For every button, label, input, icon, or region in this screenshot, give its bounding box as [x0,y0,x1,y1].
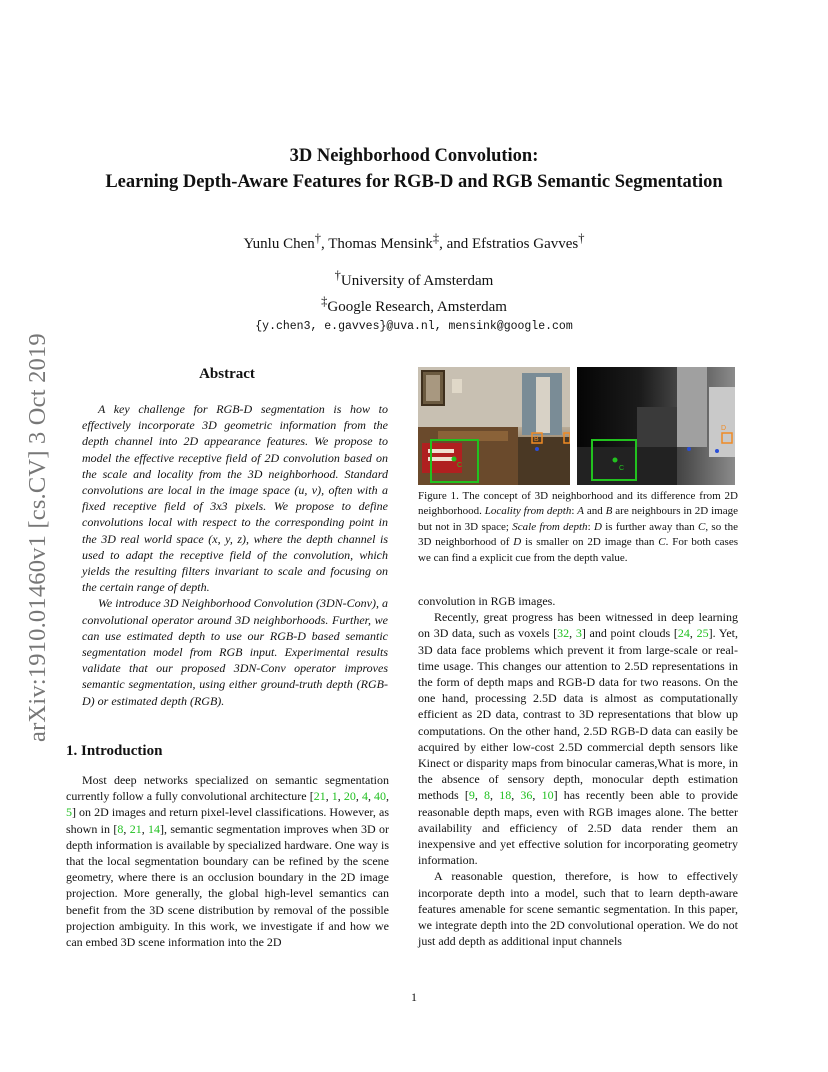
citation-link[interactable]: 21 [313,789,326,804]
label-c: C [619,465,625,472]
point-a-marker [715,449,719,453]
citation-link[interactable]: 10 [541,788,554,803]
point-c-marker [452,457,457,462]
introduction-body [66,772,389,950]
abstract-paragraph: A key challenge for RGB-D segmentation is how to effectively incorporate 3D geometric information from the depth channel into 2D appearance features. We propose to model the effective receptive field of 2D convolution based on the scale and locality from the 3D neighborhood. Standard convolutions are local in the image space (u, v), often with a fixed receptive field of 3x3 pixels. We propose to define convolutions local with respect to the corresponding point in the 3D real world space (x, y, z), where the depth channel is used to adapt the receptive field of the convolution, which yields the resulting filters invariant to scale and focusing on the certain range of depth. [82,402,388,595]
section-heading-introduction: 1. Introduction [66,743,163,759]
arxiv-stamp: arXiv:1910.01460v1 [cs.CV] 3 Oct 2019 [24,333,51,742]
point-b-marker [535,447,539,451]
affiliation-mark: † [578,231,585,245]
body-paragraph: Recently, great progress has been witnessed in deep learning on 3D data, such as voxels [32, 3] and point clouds [24, 25]. Yet, 3D data face problems which prevent it from large-scale or real-time usage. This changes our attention to 2.5D representations in the form of depth maps and RGB-D data for two reasons. On the one hand, processing 2.5D data is almost as computationally efficient as 2D data, contrast to 3D representations that blow up computations. On the other hand, 2.5D RGB-D data can easily be acquired by either low-cost 2.5D commercial depth sensors like Kinect or disparity maps from binocular cameras,What is more, in the absence of sensory depth, monocular depth estimation methods [9, 8, 18, 36, 10] has recently been able to provide reasonable depth maps, even with RGB images alone. The better availability and efficiency of 2.5D data render them an inexpensive and yet effective solution for incorporating geometry information. [418,610,738,868]
rgb-scene-illustration [418,367,570,485]
author-emails: {y.chen3, e.gavves}@uva.nl, mensink@google.com [255,320,573,333]
citation-link[interactable]: 3 [575,626,582,641]
citation-link[interactable]: 8 [484,788,491,803]
body-paragraph: Most deep networks specialized on semantic segmentation currently follow a fully convolutional architecture [21, 1, 20, 4, 40, 5] on 2D images and return pixel-level classifications. However, as shown in [8, 21, 14], semantic segmentation improves when 3D or depth information is available by specialized hardware. One way is that the local segmentation boundary can be refined by the scene geometry, where there is an occlusion boundary in the 2D image projection. More generally, the global high-level semantics can benefit from the 3D scene distribution by removal of the possible projection ambiguity. In this work, we investigate if and how we can embed 3D scene information into the 2D [66,773,390,950]
citation-link[interactable]: 24 [677,626,690,641]
affiliation-uva: †University of Amsterdam [334,268,494,289]
affiliation-google: ‡Google Research, Amsterdam [321,294,507,315]
figure-1-caption: Figure 1. The concept of 3D neighborhood and its difference from 2D neighborhood. Locality from depth: A and B are neighbours in 2D image but not in 3D space; Scale from depth: D is further away than C, so the 3D neighborhood of D is smaller on 2D image than C. For both cases we can find a explicit cue from the depth value. [418,490,738,564]
citation-link[interactable]: 32 [557,626,570,641]
citation-link[interactable]: 1 [331,789,338,804]
paper-title [60,143,768,195]
citation-link[interactable]: 8 [117,821,124,836]
page-number: 1 [411,990,417,1004]
citation-link[interactable]: 5 [66,805,72,820]
author-name: Efstratios Gavves [472,236,579,252]
abstract-paragraph: We introduce 3D Neighborhood Convolution (3DN-Conv), a convolutional operator around 3D neighborhoods. Further, we can use estimated depth to use our RGB-D based semantic segmentation model from RGB input. Experimental results validate that our proposed 3DN-Conv operator improves semantic segmentation, using either ground-truth depth (RGB-D) or estimated depth (RGB). [82,596,388,708]
right-column-body [418,593,738,949]
citation-link[interactable]: 20 [343,789,356,804]
point-b-marker [687,447,691,451]
figure-1 [418,367,735,485]
label-c: C [457,462,463,469]
author-list: Yunlu Chen†, Thomas Mensink‡, and Efstratios Gavves† [243,231,585,252]
citation-link[interactable]: 40 [374,789,387,804]
depth-scene-illustration [577,367,735,485]
citation-link[interactable]: 36 [520,788,533,803]
citation-link[interactable]: 18 [499,788,512,803]
abstract-heading: Abstract [199,366,255,382]
citation-link[interactable]: 21 [129,821,142,836]
affiliation-mark: † [314,231,322,245]
affiliation-mark: ‡ [432,231,440,245]
affiliations [60,265,768,337]
citation-link[interactable]: 25 [696,626,709,641]
author-name: Yunlu Chen [243,236,315,252]
rgb-image [418,367,570,485]
label-b: B [534,436,539,443]
point-c-marker [613,458,618,463]
author-name: Thomas Mensink [328,236,433,252]
title-line-2: Learning Depth-Aware Features for RGB-D and RGB Semantic Segmentation [105,172,723,192]
depth-image [577,367,735,485]
title-line-1: 3D Neighborhood Convolution: [289,146,539,166]
citation-link[interactable]: 14 [148,821,161,836]
abstract-body [82,401,388,709]
citation-link[interactable]: 4 [361,789,368,804]
body-paragraph: convolution in RGB images. [418,594,556,608]
body-paragraph: A reasonable question, therefore, is how to effectively incorporate depth into a model, such that to learn depth-aware features amenable for scene semantic segmentation. In this paper, we integrate depth into the 2D convolutional operation. We do not just add depth as additional input channels [418,869,738,949]
citation-link[interactable]: 9 [468,788,475,803]
label-d: D [721,425,727,432]
